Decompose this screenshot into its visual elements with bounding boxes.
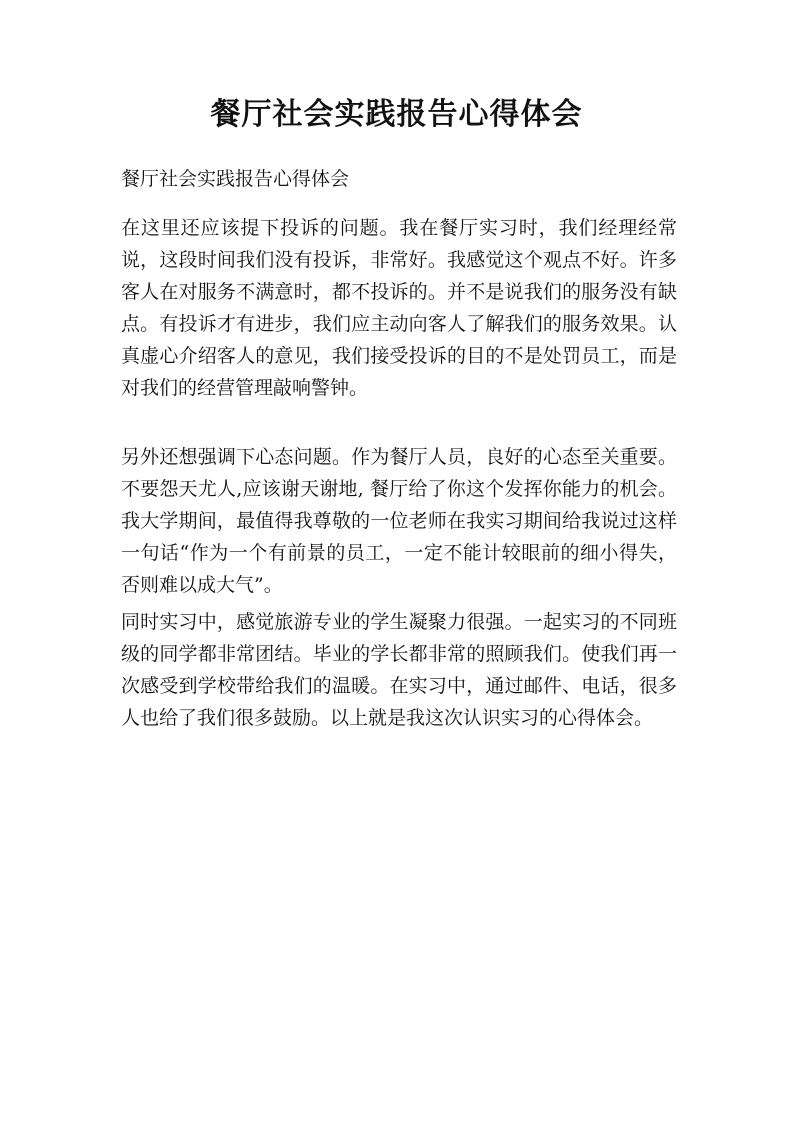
document-subtitle: 餐厅社会实践报告心得体会	[121, 168, 350, 190]
document-title: 餐厅社会实践报告心得体会	[210, 97, 583, 132]
paragraph-1: 在这里还应该提下投诉的问题。我在餐厅实习时，我们经理经常说，这段时间我们没有投诉，非常好。我感觉这个观点不好。许多客人在对服务不满意时，都不投诉的。并不是说我们的服务没有缺点。有投诉才有进步，我们应主动向客人了解我们的服务效果。认真虚心介绍客人的意见，我们接受投诉的目的不是处罚员工，而是对我们的经营管理敲响警钟。	[121, 217, 677, 399]
paragraph-3: 同时实习中，感觉旅游专业的学生凝聚力很强。一起实习的不同班级的同学都非常团结。毕业的学长都非常的照顾我们。使我们再一次感受到学校带给我们的温暖。在实习中，通过邮件、电话，很多人也给了我们很多鼓励。以上就是我这次认识实习的心得体会。	[121, 611, 677, 729]
paragraph-2: 另外还想强调下心态问题。作为餐厅人员，良好的心态至关重要。不要怨天尤人,应该谢天谢地, 餐厅给了你这个发挥你能力的机会。我大学期间，最值得我尊敬的一位老师在我实习期间给我说过这样一句话“作为一个有前景的员工，一定不能计较眼前的细小得失，否则难以成大气”。	[121, 446, 677, 596]
